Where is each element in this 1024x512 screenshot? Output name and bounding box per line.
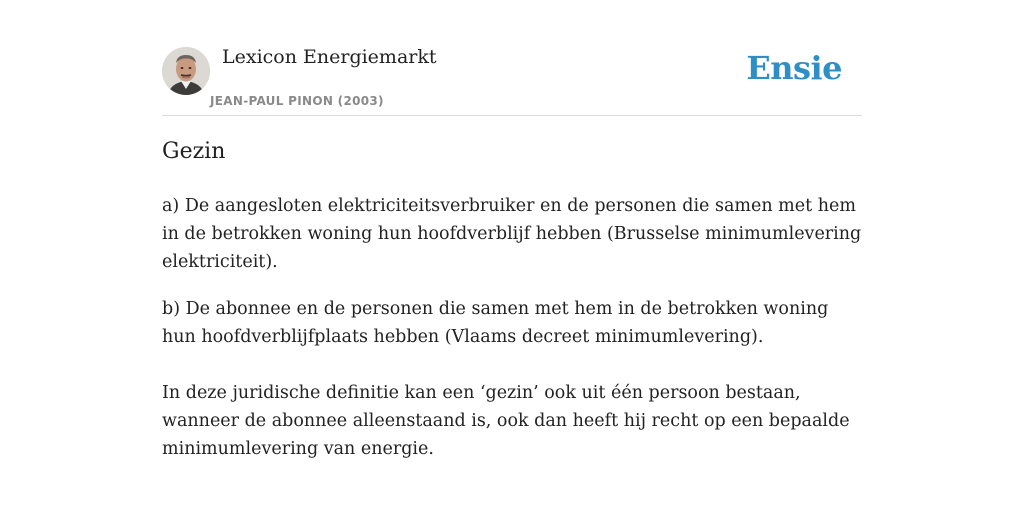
lexicon-title[interactable]: Lexicon Energiemarkt bbox=[222, 46, 437, 68]
definition-paragraph-a: a) De aangesloten elektriciteitsverbruiker en de personen die samen met hem in de betrokken woning hun hoofdverblijf hebben (Brusselse minimumlevering elektriciteit). bbox=[162, 196, 862, 272]
term-title: Gezin bbox=[162, 139, 226, 164]
definition-paragraph-b: b) De abonnee en de personen die samen met hem in de betrokken woning hun hoofdverblijfplaats hebben (Vlaams decreet minimumlevering). bbox=[162, 299, 829, 347]
portrait-image bbox=[162, 47, 210, 95]
definition-body bbox=[162, 192, 862, 463]
brand-logo[interactable]: Ensie bbox=[746, 49, 842, 87]
header bbox=[162, 44, 862, 116]
author-avatar bbox=[162, 47, 210, 95]
author-name[interactable]: JEAN-PAUL PINON (2003) bbox=[210, 94, 384, 108]
definition-note: In deze juridische definitie kan een ‘gezin’ ook uit één persoon bestaan, wanneer de abonnee alleenstaand is, ook dan heeft hij recht op een bepaalde minimumlevering van energie. bbox=[162, 383, 850, 459]
